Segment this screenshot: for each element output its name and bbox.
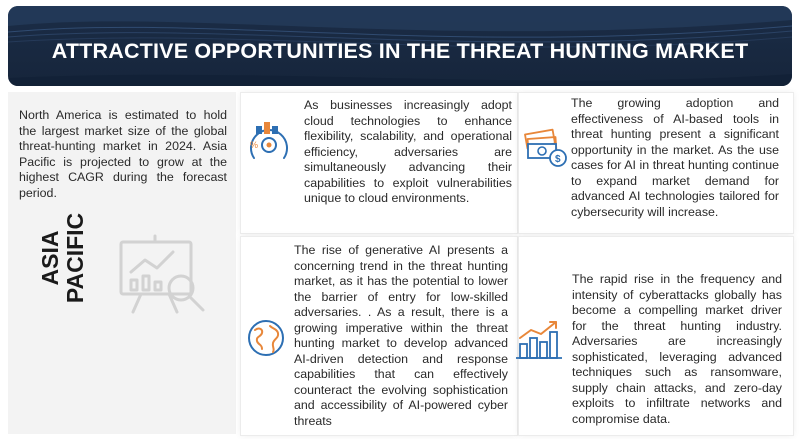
point-text-1: As businesses increasingly adopt cloud technologies to enhance flexibility, scalability, and operational efficiency, adversaries are simultaneously advancing their capabilities to exploit vulnerabilities unique to cloud environments. (304, 98, 512, 205)
globe-icon (246, 318, 286, 358)
title-banner (8, 6, 792, 86)
point-text-4: The rapid rise in the frequency and intensity of cyberattacks globally has become a compelling market driver for the threat hunting industry. Adversaries are increasingly sophisticated, leveraging advanced techniques such as ransomware, supply chain attacks, and zero-day exploits to infiltrate networks and compromise data. (572, 272, 782, 426)
point-text-3: The rise of generative AI presents a concerning trend in the threat hunting market, as it has the potential to lower the barrier of entry for low-skilled adversaries. . As a result, there is a growing imperative within the threat hunting market to develop advanced AI-driven detection and response capabilities that can effectively counteract the evolving sophistication and accessibility of AI-powered cyber threats (294, 243, 508, 428)
point-text-2: The growing adoption and effectiveness of AI-based tools in threat hunting present a significant opportunity in the market. As the use cases for AI in threat hunting continue to expand market demand for advanced AI technologies tailored for cybersecurity will increase. (571, 96, 779, 219)
region-line-2: PACIFIC (62, 212, 88, 304)
region-label (38, 198, 88, 318)
ai-money-icon (522, 124, 568, 170)
cloud-analytics-icon (244, 118, 294, 168)
growth-chart-icon (514, 318, 566, 362)
svg-text:$: $ (555, 154, 561, 165)
analysis-board-icon (115, 232, 213, 318)
region-line-1: ASIA (37, 230, 63, 286)
page-title: ATTRACTIVE OPPORTUNITIES IN THE THREAT HUNTING MARKET (51, 39, 749, 63)
svg-text:%: % (250, 140, 259, 150)
summary-text: North America is estimated to hold the largest market size of the global threat-hunting market in 2024. Asia Pacific is projected to grow at the highest CAGR during the forecast period. (19, 108, 227, 200)
